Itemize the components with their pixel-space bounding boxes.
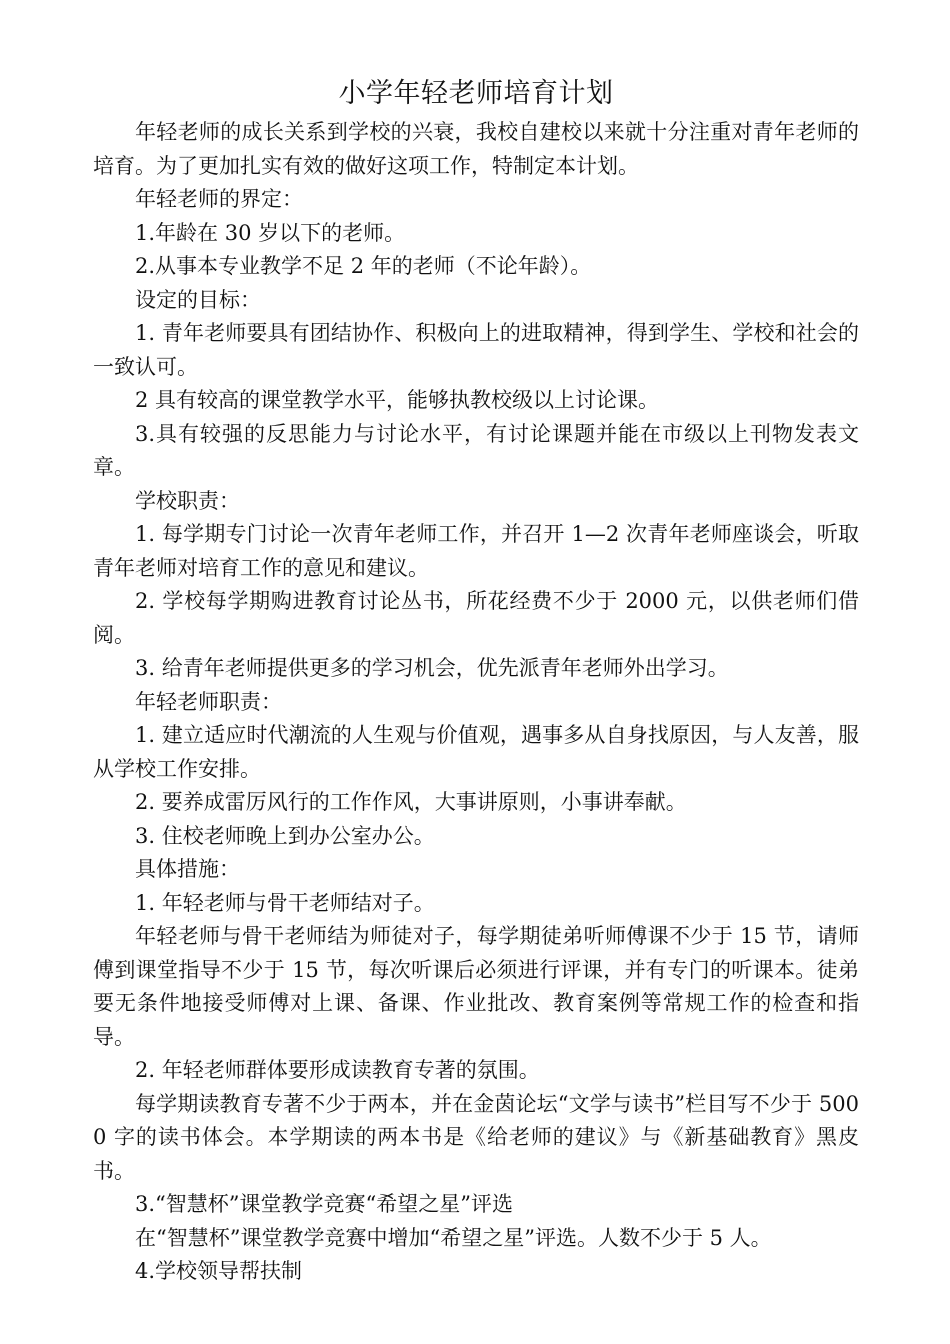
goal-item-3: 3.具有较强的反思能力与讨论水平，有讨论课题并能在市级以上刊物发表文章。 (93, 421, 859, 479)
measure-item-2: 2. 年轻老师群体要形成读教育专著的氛围。 (135, 1058, 540, 1082)
measure-item-3: 3.“智慧杯”课堂教学竞赛“希望之星”评选 (135, 1192, 513, 1216)
heading-definition: 年轻老师的界定： (135, 187, 303, 211)
measure-item-4: 4.学校领导帮扶制 (135, 1259, 303, 1283)
measure-item-2-detail: 每学期读教育专著不少于两本，并在金茵论坛“文学与读书”栏目写不少于 5000 字的读书体会。本学期读的两本书是《给老师的建议》与《新基础教育》黑皮书。 (93, 1091, 859, 1183)
document-title: 小学年轻老师培育计划 (338, 78, 614, 109)
teacher-duty-item-2: 2. 要养成雷厉风行的工作作风，大事讲原则，小事讲奉献。 (135, 790, 687, 814)
teacher-duty-item-3: 3. 住校老师晚上到办公室办公。 (135, 823, 435, 848)
measure-item-1-detail: 年轻老师与骨干老师结为师徒对子，每学期徒弟听师傅课不少于 15 节，请师傅到课堂指导不少于 15 节，每次听课后必须进行评课，并有专门的听课本。徒弟要无条件地接受师傅对上课、备课、作业批改、教育案例等常规工作的检查和指导。 (93, 924, 859, 1049)
teacher-duty-item-1: 1. 建立适应时代潮流的人生观与价值观，遇事多从自身找原因，与人友善，服从学校工作安排。 (93, 723, 859, 781)
measure-item-3-detail: 在“智慧杯”课堂教学竞赛中增加“希望之星”评选。人数不少于 5 人。 (135, 1225, 772, 1250)
goal-item-2: 2 具有较高的课堂教学水平，能够执教校级以上讨论课。 (135, 388, 660, 412)
heading-goals: 设定的目标： (135, 287, 261, 312)
definition-item-2: 2.从事本专业教学不足 2 年的老师（不论年龄）。 (135, 254, 592, 278)
school-duty-item-2: 2. 学校每学期购进教育讨论丛书，所花经费不少于 2000 元，以供老师们借阅。 (93, 589, 859, 647)
school-duty-item-3: 3. 给青年老师提供更多的学习机会，优先派青年老师外出学习。 (135, 656, 729, 680)
heading-measures: 具体措施： (135, 857, 240, 881)
measure-item-1: 1. 年轻老师与骨干老师结对子。 (135, 890, 435, 915)
school-duty-item-1: 1. 每学期专门讨论一次青年老师工作，并召开 1—2 次青年老师座谈会，听取青年老师对培育工作的意见和建议。 (93, 522, 859, 580)
document-page (93, 72, 859, 1289)
heading-school-duties: 学校职责： (135, 488, 240, 513)
goal-item-1: 1. 青年老师要具有团结协作、积极向上的进取精神，得到学生、学校和社会的一致认可。 (93, 321, 859, 379)
definition-item-1: 1.年龄在 30 岁以下的老师。 (135, 220, 406, 245)
heading-teacher-duties: 年轻老师职责： (135, 689, 282, 714)
paragraph-intro: 年轻老师的成长关系到学校的兴衰，我校自建校以来就十分注重对青年老师的培育。为了更加扎实有效的做好这项工作，特制定本计划。 (93, 120, 859, 178)
